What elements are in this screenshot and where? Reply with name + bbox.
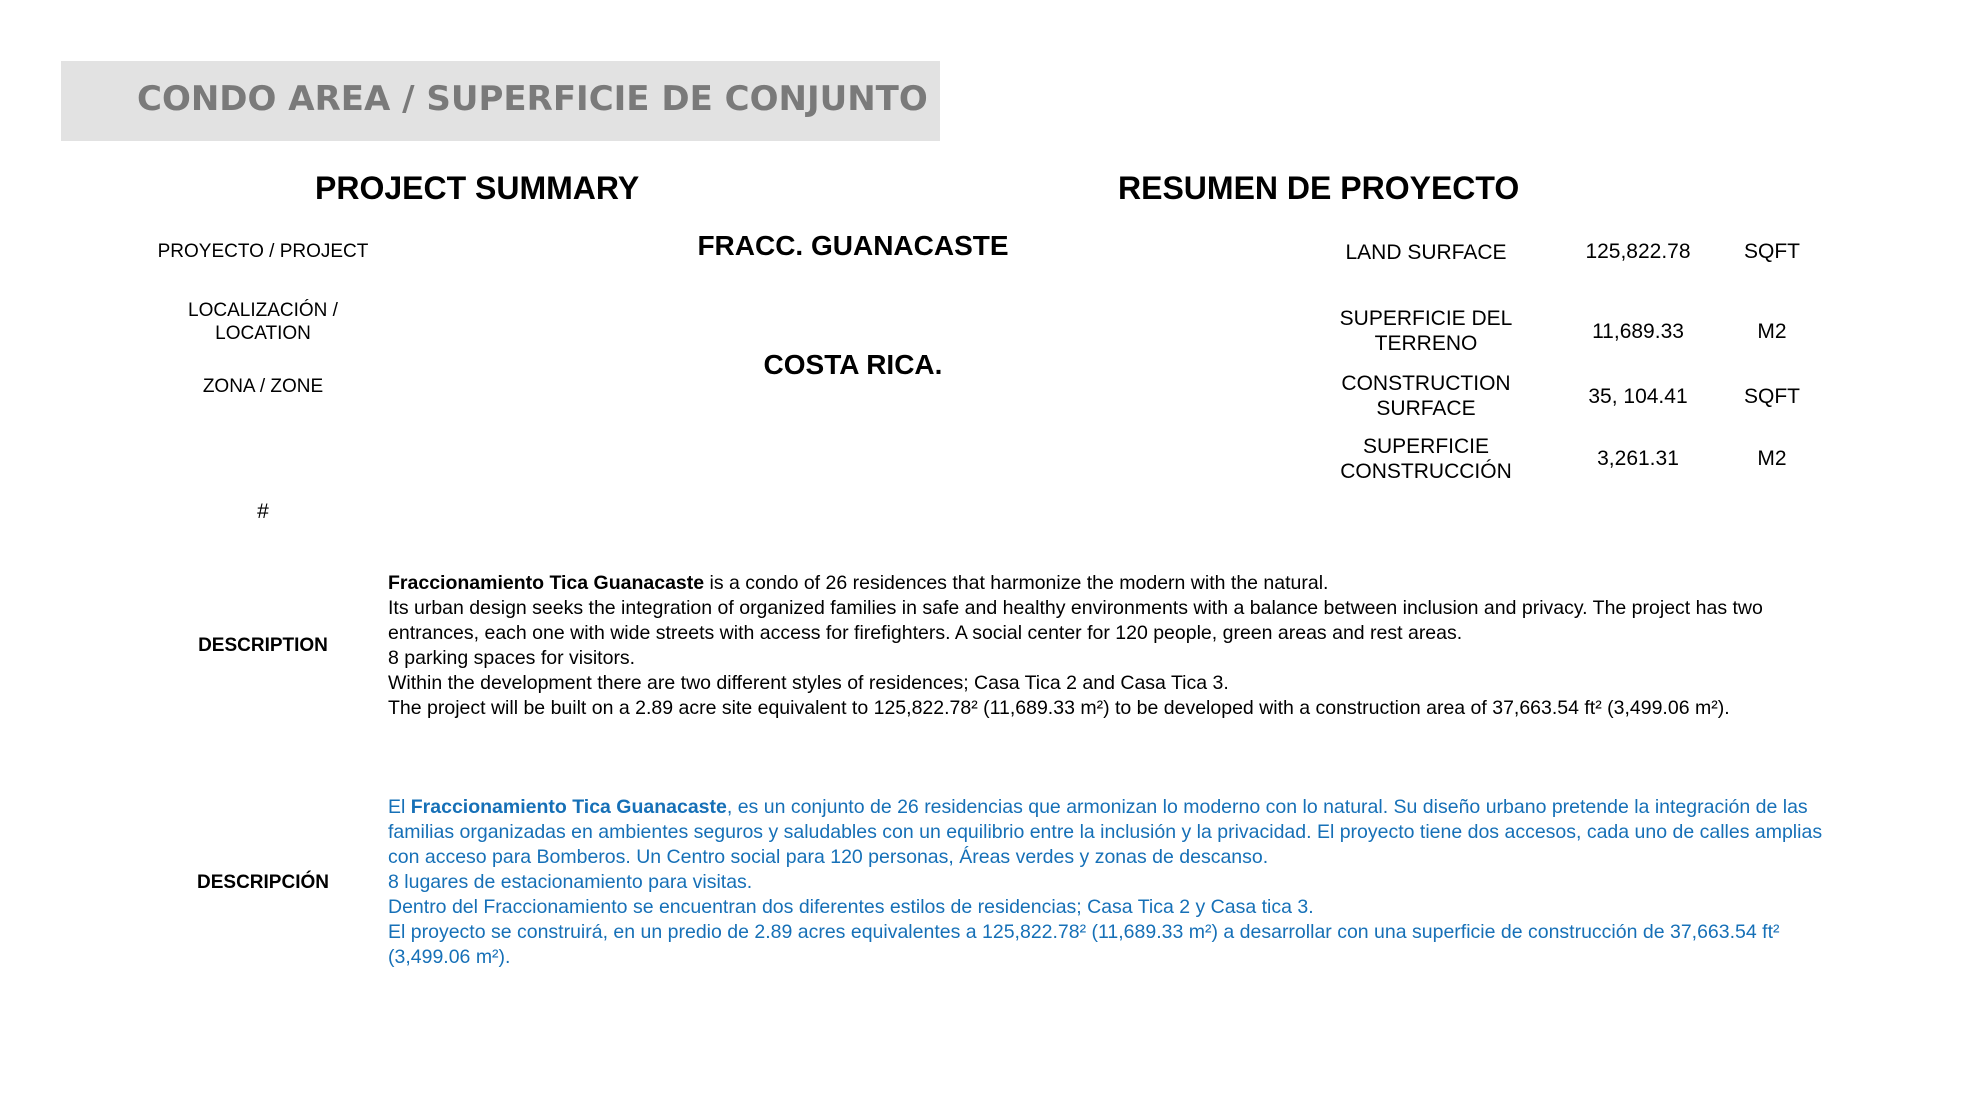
metric-value-superficie-construccion: 3,261.31 <box>1597 447 1679 470</box>
banner-title: CONDO AREA / SUPERFICIE DE CONJUNTO <box>137 79 928 119</box>
description-en-line1 <box>388 571 1848 596</box>
project-value: FRACC. GUANACASTE <box>697 230 1009 261</box>
description-en-line5: The project will be built on a 2.89 acre site equivalent to 125,822.78² (11,689.33 m²) to be developed with a construction area of 37,663.54 ft² (3,499.06 m²). <box>388 697 1730 719</box>
description-es-line1-rest: , es un conjunto de 26 residencias que armonizan lo moderno con lo natural. Su diseño urbano pretende la integración de las familias organizadas en ambientes seguros y saludables con un equilibrio entre la inclusión y la privacidad. El proyecto tiene dos accesos, cada uno de calles amplias con acceso para Bomberos. Un Centro social para 120 personas, Áreas verdes y zonas de descanso. <box>388 796 1823 868</box>
description-en-line4: Within the development there are two different styles of residences; Casa Tica 2 and Casa Tica 3. <box>388 672 1229 694</box>
description-es-line1 <box>388 795 1848 870</box>
metric-label-construction-surface: CONSTRUCTION SURFACE <box>1341 372 1511 420</box>
descripcion-label: DESCRIPCIÓN <box>197 872 329 893</box>
number-label: # <box>257 500 269 523</box>
metric-label-land-surface: LAND SURFACE <box>1345 241 1507 264</box>
description-en-name: Fraccionamiento Tica Guanacaste <box>388 572 705 594</box>
description-en <box>388 571 1848 721</box>
metric-unit-construction-surface: SQFT <box>1744 385 1800 408</box>
metric-value-construction-surface: 35, 104.41 <box>1588 385 1688 408</box>
description-es-line2: 8 lugares de estacionamiento para visitas. <box>388 871 753 893</box>
zone-label: ZONA / ZONE <box>202 376 324 397</box>
location-label: LOCALIZACIÓN / LOCATION <box>188 300 338 344</box>
resumen-proyecto-heading: RESUMEN DE PROYECTO <box>1118 170 1520 206</box>
location-value: COSTA RICA. <box>763 349 943 380</box>
description-en-line2: Its urban design seeks the integration of organized families in safe and healthy environments with a balance between inclusion and privacy. The project has two entrances, each one with wide streets with access for firefighters. A social center for 120 people, green areas and rest areas. <box>388 597 1763 644</box>
metric-value-land-surface: 125,822.78 <box>1585 240 1691 263</box>
metric-unit-superficie-terreno: M2 <box>1757 320 1787 343</box>
description-en-line3: 8 parking spaces for visitors. <box>388 647 636 669</box>
description-es-line3: Dentro del Fraccionamiento se encuentran dos diferentes estilos de residencias; Casa Tica 2 y Casa tica 3. <box>388 896 1314 918</box>
description-es <box>388 795 1848 970</box>
metric-unit-superficie-construccion: M2 <box>1757 447 1787 470</box>
project-summary-heading: PROJECT SUMMARY <box>315 170 640 206</box>
metric-label-superficie-construccion: SUPERFICIE CONSTRUCCIÓN <box>1340 435 1512 483</box>
metric-unit-land-surface: SQFT <box>1744 240 1800 263</box>
description-es-prefix: El <box>388 796 411 818</box>
description-label: DESCRIPTION <box>198 635 328 656</box>
description-en-line1-rest: is a condo of 26 residences that harmonize the modern with the natural. <box>704 572 1329 594</box>
metric-label-superficie-terreno: SUPERFICIE DEL TERRENO <box>1339 307 1513 355</box>
project-label: PROYECTO / PROJECT <box>157 241 369 262</box>
description-es-line4: El proyecto se construirá, en un predio de 2.89 acres equivalentes a 125,822.78² (11,689.33 m²) a desarrollar con una superficie de construcción de 37,663.54 ft² (3,499.06 m²). <box>388 921 1780 968</box>
description-es-name: Fraccionamiento Tica Guanacaste <box>410 796 727 818</box>
title-banner <box>61 61 940 141</box>
metric-value-superficie-terreno: 11,689.33 <box>1592 320 1684 343</box>
